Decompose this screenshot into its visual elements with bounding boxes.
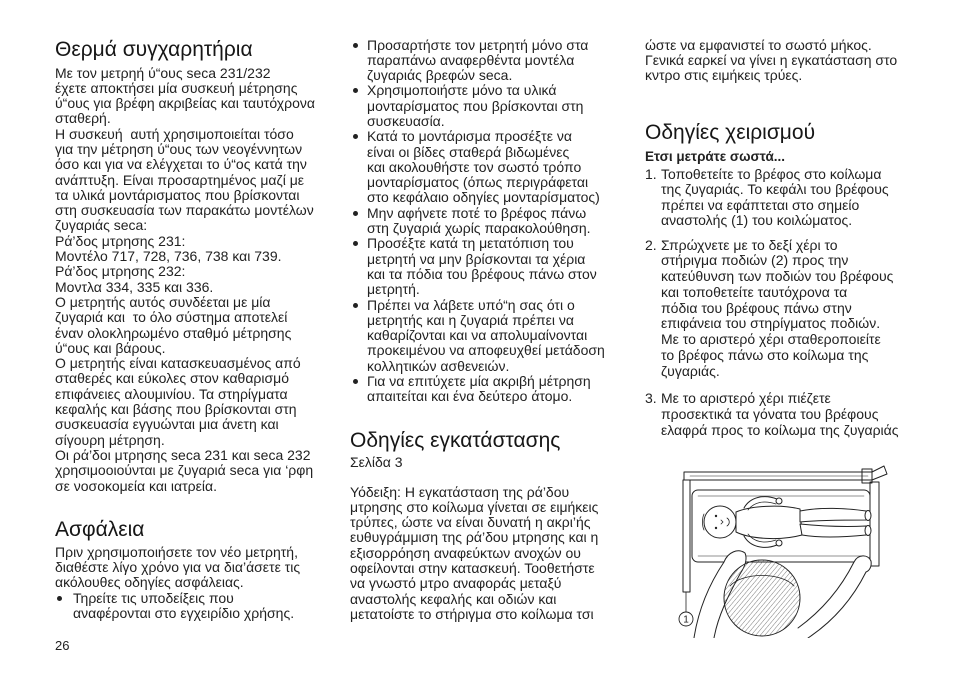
baby-eye bbox=[715, 527, 717, 529]
text-line: Με το αριστερό χέρι πιέζετε bbox=[661, 389, 831, 406]
safety-bullet bbox=[350, 374, 605, 405]
baby-head bbox=[704, 506, 736, 538]
text-line: Ο μετρητής είναι κατασκευασμένος από bbox=[55, 355, 301, 372]
text-line: μετρητή να μην βρίσκονται τα χέρια bbox=[367, 250, 586, 267]
safety-bullet bbox=[350, 83, 605, 129]
operation-step-3 bbox=[645, 390, 899, 438]
bullet-icon bbox=[353, 43, 358, 48]
baby-foot bbox=[865, 526, 871, 536]
baby-hand bbox=[776, 498, 782, 504]
caregiver-head bbox=[724, 560, 800, 636]
text-line: Κατά το μοντάρισμα προσέξτε να bbox=[367, 128, 572, 145]
text-line: προσεκτικά τα γόνατα του βρέφους bbox=[661, 405, 879, 422]
installation-page-ref bbox=[350, 455, 403, 470]
text-line: είναι οι βίδες σταθερά βιδωμένες bbox=[367, 143, 570, 160]
text-line: επιφάνειες αλουμινίου. Τα στηρίγματα bbox=[55, 385, 288, 402]
operation-step-1 bbox=[645, 167, 889, 229]
text-line: Προσέξτε κατά τη μετατόπιση του bbox=[367, 235, 574, 252]
heading-operation: Οδηγίες χειρισμού bbox=[645, 121, 816, 144]
text-line: Σελίδα 3 bbox=[350, 453, 403, 470]
text-line: Με τον μετρηή ύ“ους seca 231/232 bbox=[55, 64, 271, 81]
text-line: μετατοίστε το στήριγμα στο κοίλωμα τσι bbox=[350, 605, 594, 622]
safety-bullet bbox=[55, 591, 294, 623]
baby-measuring-illustration bbox=[672, 462, 892, 638]
text-line: μτρησης στο κοίλωμα γίνεται σε ειμήκεις bbox=[350, 498, 599, 515]
heading-congratulations: Θερμά συγχαρητήρια bbox=[55, 38, 253, 61]
text-line: πρέπει να εφάπτεται στο σημείο bbox=[661, 196, 860, 213]
step-number: 3. bbox=[645, 389, 657, 406]
baby-torso bbox=[736, 506, 802, 538]
baby-foot bbox=[865, 511, 871, 521]
text-line: αναστολής (1) του κοιλώματος. bbox=[661, 212, 853, 229]
head-stop bbox=[683, 480, 690, 592]
text-line: όσο και για να ελέγχεται το ύ“ος κατά την bbox=[55, 156, 307, 173]
operation-subheading: Ετσι μετράτε σωστά... bbox=[645, 149, 785, 164]
text-line: τα υλικά μοντάρισματος που βρίσκονται bbox=[55, 186, 300, 203]
bullet-icon bbox=[353, 379, 358, 384]
text-line: χρησιμοοιούνται με ζυγαριά seca για ‘ρφη bbox=[55, 462, 314, 479]
bullet-icon bbox=[353, 241, 358, 246]
text-line: και ακολουθήστε τον σωστό τρόπο bbox=[367, 158, 582, 175]
text-line: στο κεφάλαιο οδηγίες μονταρίσματος) bbox=[367, 189, 600, 206]
numbered-step bbox=[645, 238, 893, 380]
text-line: ύ“ους και βάρους. bbox=[55, 339, 166, 356]
text-line: Τηρείτε τις υποδείξεις που bbox=[73, 589, 234, 606]
text-line: ανάπτυξη. Είναι προσαρτημένος μαζί με bbox=[55, 171, 305, 188]
text-line: ζυγαριάς seca: bbox=[55, 217, 148, 234]
congratulations-text bbox=[55, 66, 315, 494]
text-line: σταθερές και εύκολες στον καθαρισμό bbox=[55, 370, 290, 387]
baby-eye bbox=[715, 515, 717, 517]
safety-bullet bbox=[350, 206, 605, 237]
text-line: στη ζυγαριά χωρίς παρακολούθηση. bbox=[367, 220, 591, 237]
heading-installation: Οδηγίες εγκατάστασης bbox=[350, 429, 561, 452]
text-line: ζυγαριάς βρεφών seca. bbox=[367, 67, 513, 84]
text-line: κολλητικών ασθενειών. bbox=[367, 357, 510, 374]
bullet-icon bbox=[353, 303, 358, 308]
text-line: σίγουρη μέτρηση. bbox=[55, 431, 165, 448]
caregiver-right-arm bbox=[798, 562, 854, 628]
safety-bullets-col1 bbox=[55, 591, 294, 623]
text-line: έχετε αποκτήσει μία συσκευή μέτρησης bbox=[55, 79, 298, 96]
caregiver-right-hand bbox=[854, 556, 871, 572]
heading-safety: Ασφάλεια bbox=[55, 518, 145, 541]
text-line: επιφάνεια του στηρίγματος ποδιών. bbox=[661, 315, 881, 332]
baby-hand bbox=[776, 540, 782, 546]
bullet-icon bbox=[57, 596, 62, 601]
text-line: μονταρίσματος (όπως περιγράφεται bbox=[367, 174, 589, 191]
text-line: ελαφρά προς το κοίλωμα της ζυγαριάς bbox=[661, 421, 899, 438]
bullet-icon bbox=[353, 88, 358, 93]
text-line: κντρο στις ειμήκεις τρύες. bbox=[645, 67, 803, 84]
caregiver-figure bbox=[694, 551, 871, 638]
text-line: να γνωστό μτρο αναφοράς μεταξύ bbox=[350, 575, 562, 592]
safety-bullet bbox=[350, 129, 605, 205]
text-line: διαθέστε λίγο χρόνο για να δια’άσετε τις bbox=[55, 558, 301, 575]
text-line: Πρέπει να λάβετε υπό“η σας ότι ο bbox=[367, 296, 575, 313]
text-line: ζυγαριά και το όλο σύστημα αποτελεί bbox=[55, 309, 288, 326]
page-number: 26 bbox=[55, 638, 70, 653]
installation-text-continued bbox=[645, 38, 897, 84]
measuring-rod bbox=[684, 466, 887, 483]
safety-bullet bbox=[350, 298, 605, 374]
text-line: ακόλουθες οδηγίες ασφάλειας. bbox=[55, 574, 244, 591]
text-line: στήριγμα ποδιών (2) προς την bbox=[661, 252, 849, 269]
text-line: Ρά’δος μτρησης 232: bbox=[55, 263, 186, 280]
safety-bullet bbox=[350, 38, 605, 84]
step-number: 1. bbox=[645, 165, 657, 182]
text-line: έναν ολοκληρωμένο σταθμό μέτρησης bbox=[55, 324, 292, 341]
text-line: Γενικά εαρκεί να γίνει η εγκατάσταση στο bbox=[645, 51, 898, 68]
foot-stop bbox=[870, 482, 879, 566]
numbered-step bbox=[645, 167, 889, 229]
text-line: σταθερή. bbox=[55, 110, 111, 127]
text-line: Με το αριστερό χέρι σταθεροποιείτε bbox=[661, 331, 881, 347]
text-line: το βρέφος πάνω στο κοίλωμα της bbox=[661, 346, 869, 363]
baby-leg bbox=[800, 508, 866, 522]
text-line: αναφέρονται στο εγχειρίδιο χρήσης. bbox=[73, 605, 295, 622]
text-line: κεφαλής και βάσης που βρίσκονται στη bbox=[55, 401, 297, 418]
text-line: μετρητή. bbox=[367, 281, 420, 298]
text-line: και τοποθετείτε ταυτόχρονα τα bbox=[661, 283, 848, 300]
text-line: προκειμένου να αποφευχθεί μετάδοση bbox=[367, 342, 605, 359]
text-line: Πριν χρησιμοποιήσετε τον νέο μετρητή, bbox=[55, 543, 298, 560]
text-line: ώστε να εμφανιστεί το σωστό μήκος. bbox=[645, 36, 872, 53]
bullet-icon bbox=[353, 211, 358, 216]
text-line: στη συσκευασία των παρακάτω μοντέλων bbox=[55, 202, 314, 219]
baby-leg bbox=[800, 524, 866, 537]
step-number: 2. bbox=[645, 236, 657, 253]
text-line: απαιτείται και ένα δεύτερο άτομο. bbox=[367, 388, 573, 405]
text-line: Χρησιμοποιήστε μόνο τα υλικά bbox=[367, 82, 557, 99]
text-line: και τα πόδια του βρέφους πάνω στον bbox=[367, 265, 597, 282]
text-line: Οι ρά’δοι μτρησης seca 231 και seca 232 bbox=[55, 446, 311, 463]
text-line: Η συσκευή αυτή χρησιμοποιείται τόσο bbox=[55, 125, 294, 142]
text-line: Για να επιτύχετε μία ακριβή μέτρηση bbox=[367, 373, 591, 390]
safety-intro bbox=[55, 545, 300, 591]
text-line: τρύπες, ώστε να είναι δυνατή η ακρι’ής bbox=[350, 514, 591, 531]
text-line: Μοντέλο 717, 728, 736, 738 και 739. bbox=[55, 248, 282, 265]
text-line: πόδια του βρέφους πάνω στην bbox=[661, 299, 852, 316]
operation-step-2 bbox=[645, 238, 893, 380]
text-line: αναστολής κεφαλής και οδιών και bbox=[350, 590, 557, 607]
text-line: Προσαρτήστε τον μετρητή μόνο στα bbox=[367, 36, 589, 53]
bullet-icon bbox=[353, 134, 358, 139]
text-line: Μοντλα 334, 335 και 336. bbox=[55, 278, 214, 295]
installation-text bbox=[350, 485, 598, 623]
text-line: σε νοσοκομεία και ιατρεία. bbox=[55, 477, 217, 494]
text-line: Ρά’δος μτρησης 231: bbox=[55, 232, 186, 249]
text-line: Τοποθετείτε το βρέφος στο κοίλωμα bbox=[661, 165, 882, 182]
caregiver-left-arm bbox=[694, 562, 724, 638]
text-line: οφείλονται στην κατασκευή. Τοοθετήστε bbox=[350, 559, 595, 576]
text-line: παραπάνω αναφερθέντα μοντέλα bbox=[367, 51, 575, 68]
text-line: συσκευασία εγγυώνται μια άνετη και bbox=[55, 416, 279, 433]
baby-figure bbox=[703, 497, 872, 548]
text-line: Υόδειξη: Η εγκατάσταση της ρά’δου bbox=[350, 483, 570, 500]
callout-number: 1 bbox=[683, 614, 689, 626]
text-line: ζυγαριάς. bbox=[661, 362, 720, 379]
text-line: Μην αφήνετε ποτέ το βρέφος πάνω bbox=[367, 204, 587, 221]
text-line: Ο μετρητής αυτός συνδέεται με μία bbox=[55, 293, 271, 310]
text-line: κατεύθυνση των ποδιών του βρέφους bbox=[661, 268, 894, 284]
text-line: ευθυγράμμιση της ρά’δου μτρησης και η bbox=[350, 529, 599, 546]
text-line: της ζυγαριάς. Το κεφάλι του βρέφους bbox=[661, 181, 889, 198]
safety-bullets-col2 bbox=[350, 38, 605, 405]
text-line: μετρητής και η ζυγαριά πρέπει να bbox=[367, 311, 574, 328]
text-line: ύ“ους για βρέφη ακριβείας και ταυτόχρονα bbox=[55, 95, 315, 112]
text-line: Σπρώχνετε με το δεξί χέρι το bbox=[661, 236, 838, 253]
safety-bullet bbox=[350, 236, 605, 297]
text-line: για την μέτρηση ύ“ους των νεογέννητων bbox=[55, 140, 303, 157]
numbered-step bbox=[645, 390, 899, 438]
text-line: μονταρίσματος που βρίσκονται στη bbox=[367, 97, 584, 114]
text-line: εξισορρόηση αναφεύκτων ανοχών ου bbox=[350, 544, 581, 561]
text-line: καθαρίζονται και να απολυμαίνονται bbox=[367, 327, 588, 344]
text-line: συσκευασία. bbox=[367, 112, 445, 129]
